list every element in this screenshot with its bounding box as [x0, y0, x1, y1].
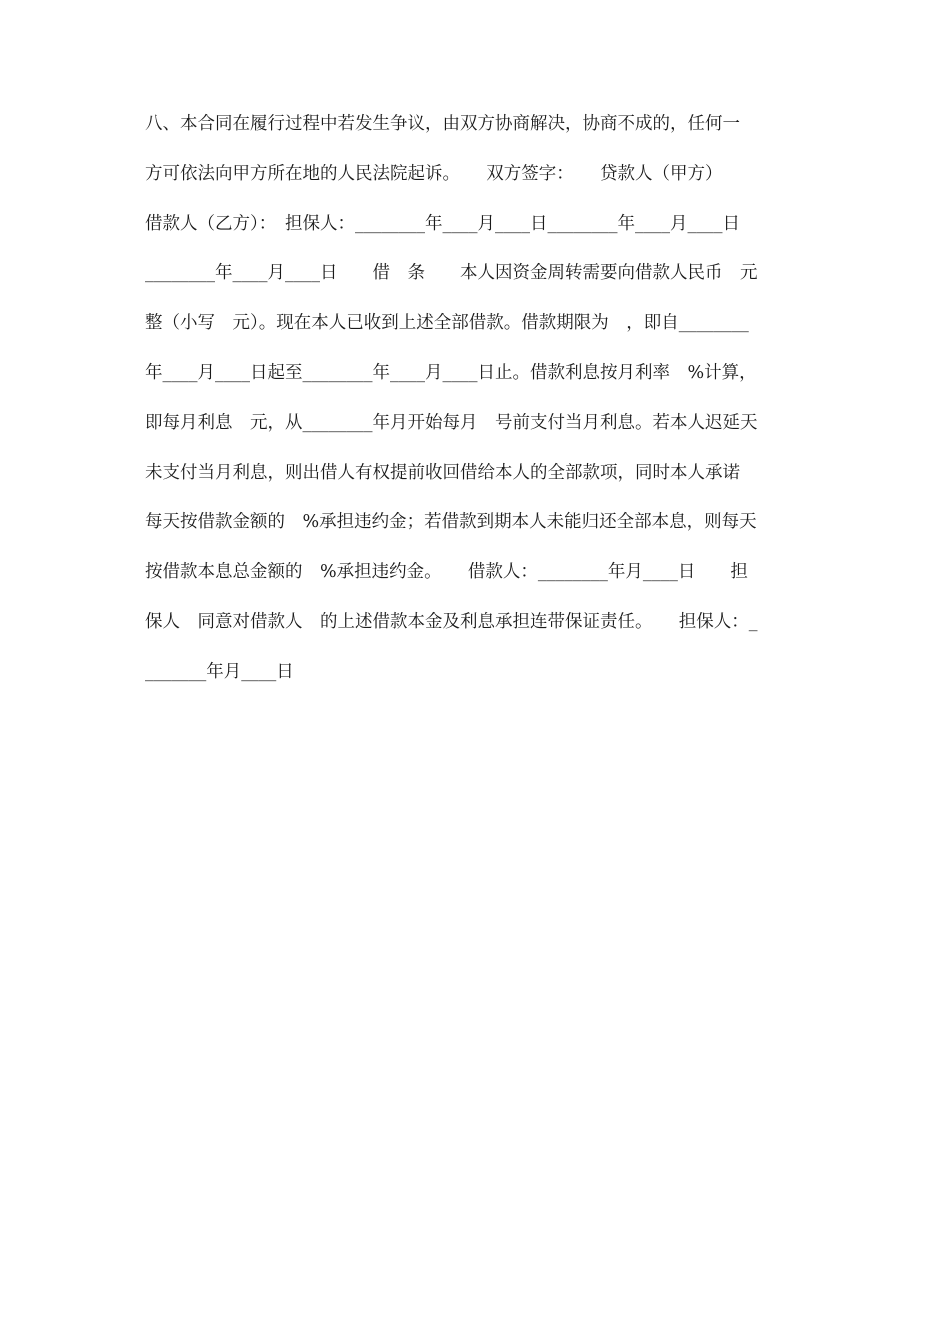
text-line: _______年月____日	[145, 661, 294, 682]
text-line: 八、本合同在履行过程中若发生争议，由双方协商解决，协商不成的，任何一	[145, 114, 740, 134]
text-line: 借款人（乙方）： 担保人：________年____月____日________年____月____日	[145, 213, 740, 234]
text-line: 即每月利息 元，从________年月开始每月 号前支付当月利息。若本人迟延天	[145, 412, 758, 433]
text-line: 每天按借款金额的 %承担违约金；若借款到期本人未能归还全部本息，则每天	[145, 512, 757, 533]
text-line: 按借款本息总金额的 %承担违约金。 借款人：________年月____日 担	[145, 562, 748, 583]
text-line: 整（小写 元）。现在本人已收到上述全部借款。借款期限为 ，即自________	[145, 313, 749, 334]
text-line: 保人 同意对借款人 的上述借款本金及利息承担连带保证责任。 担保人：_	[145, 611, 758, 632]
text-line: 方可依法向甲方所在地的人民法院起诉。 双方签字： 贷款人（甲方）	[145, 163, 723, 184]
contract-body-text	[145, 104, 810, 702]
text-line: 年____月____日起至________年____月____日止。借款利息按月利率 %计算，	[145, 362, 757, 383]
text-line: 未支付当月利息，则出借人有权提前收回借给本人的全部款项，同时本人承诺	[145, 462, 740, 483]
text-line: ________年____月____日 借 条 本人因资金周转需要向借款人民币 元	[145, 263, 758, 284]
